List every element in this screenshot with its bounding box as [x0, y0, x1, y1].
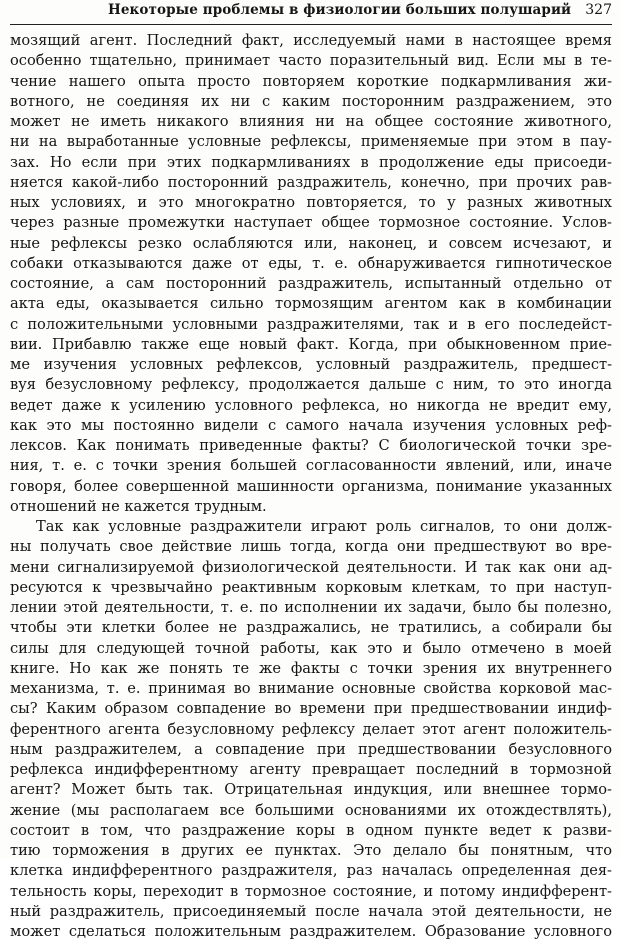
text-line: отношений не кажется трудным. — [10, 497, 267, 515]
body-text — [10, 31, 612, 942]
text-line: сы? Каким образом совпадение во времени при предшествовании индиф- — [10, 700, 612, 718]
text-line: лении этой деятельности, т. е. по исполнении их задачи, было бы полезно, — [10, 599, 612, 616]
text-line: тельность коры, переходит в тормозное состояние, и потому индифферент- — [10, 882, 612, 900]
paragraph — [10, 31, 612, 517]
text-line: особенно тщательно, принимает часто поразительный вид. Если мы в те- — [10, 52, 612, 70]
text-line: с положительными условными раздражителями, так и в его последейст- — [10, 315, 612, 333]
text-line: Так как условные раздражители играют роль сигналов, то они долж- — [36, 518, 612, 535]
text-line: чение нашего опыта просто повторяем короткие подкармливания жи- — [10, 72, 612, 90]
text-line: тию торможения в других ее пунктах. Это делало бы понятным, что — [10, 842, 612, 859]
page-header — [10, 0, 612, 25]
text-line: жение (мы располагаем все большими основаниями их отождествлять), — [10, 801, 612, 819]
text-line: мени сигнализируемой физиологической деятельности. И так как они ад- — [10, 558, 612, 576]
text-line: ные рефлексы резко ослабляются или, наконец, и совсем исчезают, и — [10, 234, 612, 252]
text-line: няется какой-либо посторонний раздражитель, конечно, при прочих рав- — [10, 173, 612, 191]
text-line: может не иметь никакого влияния ни на общее состояние животного, — [10, 113, 612, 130]
text-line: рефлекса индифферентному агенту превращает последний в тормозной — [10, 761, 612, 778]
text-line: ни на выработанные условные рефлексы, применяемые при этом в пау- — [10, 133, 612, 151]
text-line: состояние, а сам посторонний раздражитель, испытанный отдельно от — [10, 275, 612, 292]
text-line: ным раздражителем, а совпадение при предшествовании безусловного — [10, 740, 612, 758]
page-number: 327 — [585, 2, 612, 18]
paragraph — [10, 517, 612, 942]
text-line: как это мы постоянно видели с самого начала изучения условных реф- — [10, 416, 612, 434]
text-line: чтобы эти клетки более не раздражались, не тратились, а собирали бы — [10, 619, 612, 637]
text-line: говоря, более совершенной машинности организма, понимание указанных — [10, 477, 612, 495]
text-line: вии. Прибавлю также еще новый факт. Когда, при обыкновенном прие- — [10, 335, 612, 353]
text-line: состоит в том, что раздражение коры в одном пункте ведет к разви- — [10, 821, 612, 839]
text-line: ведет даже к усилению условного рефлекса, но никогда не вредит ему, — [10, 396, 612, 414]
text-line: ния, т. е. с точки зрения большей согласованности явлений, или, иначе — [10, 457, 612, 475]
text-line: ны получать свое действие лишь тогда, когда они предшествуют во вре- — [10, 538, 612, 556]
text-line: агент? Может быть так. Отрицательная индукция, или внешнее тормо- — [10, 781, 612, 799]
text-line: вуя безусловному рефлексу, продолжается дальше с ним, то это иногда — [10, 376, 612, 394]
text-line: мозящий агент. Последний факт, исследуемый нами в настоящее время — [10, 32, 612, 49]
text-line: зах. Но если при этих подкармливаниях в продолжение еды присоеди- — [10, 153, 612, 171]
text-line: собаки отказываются даже от еды, т. е. обнаруживается гипнотическое — [10, 254, 612, 272]
running-title: Некоторые проблемы в физиологии больших полушарий — [108, 2, 572, 18]
text-line: ных условиях, и это многократно повторяется, то у разных животных — [10, 194, 612, 211]
text-line: ресуются к чрезвычайно реактивным корковым клеткам, то при наступ- — [10, 578, 612, 596]
text-line: через разные промежутки наступает общее тормозное состояние. Услов- — [10, 214, 612, 232]
text-line: ный раздражитель, присоединяемый после начала этой деятельности, не — [10, 902, 612, 920]
text-line: ферентного агента безусловному рефлексу делает этот агент положитель- — [10, 720, 612, 738]
text-line: акта еды, оказывается сильно тормозящим агентом как в комбинации — [10, 295, 612, 313]
text-line: лексов. Как понимать приведенные факты? С биологической точки зре- — [10, 437, 612, 454]
text-line: может сделаться положительным раздражителем. Образование условного — [10, 923, 612, 940]
text-line: клетка индифферентного раздражителя, раз началась определенная дея- — [10, 862, 612, 880]
text-line: книге. Но как же понять те же факты с точки зрения их внутреннего — [10, 659, 612, 677]
text-line: ме изучения условных рефлексов, условный раздражитель, предшест- — [10, 356, 612, 373]
text-line: силы для следующей точной работы, как это и было отмечено в моей — [10, 639, 612, 657]
text-line: механизма, т. е. принимая во внимание основные свойства корковой мас- — [10, 680, 612, 697]
text-line: вотного, не соединяя их ни с каким посторонним раздражением, это — [10, 92, 612, 110]
